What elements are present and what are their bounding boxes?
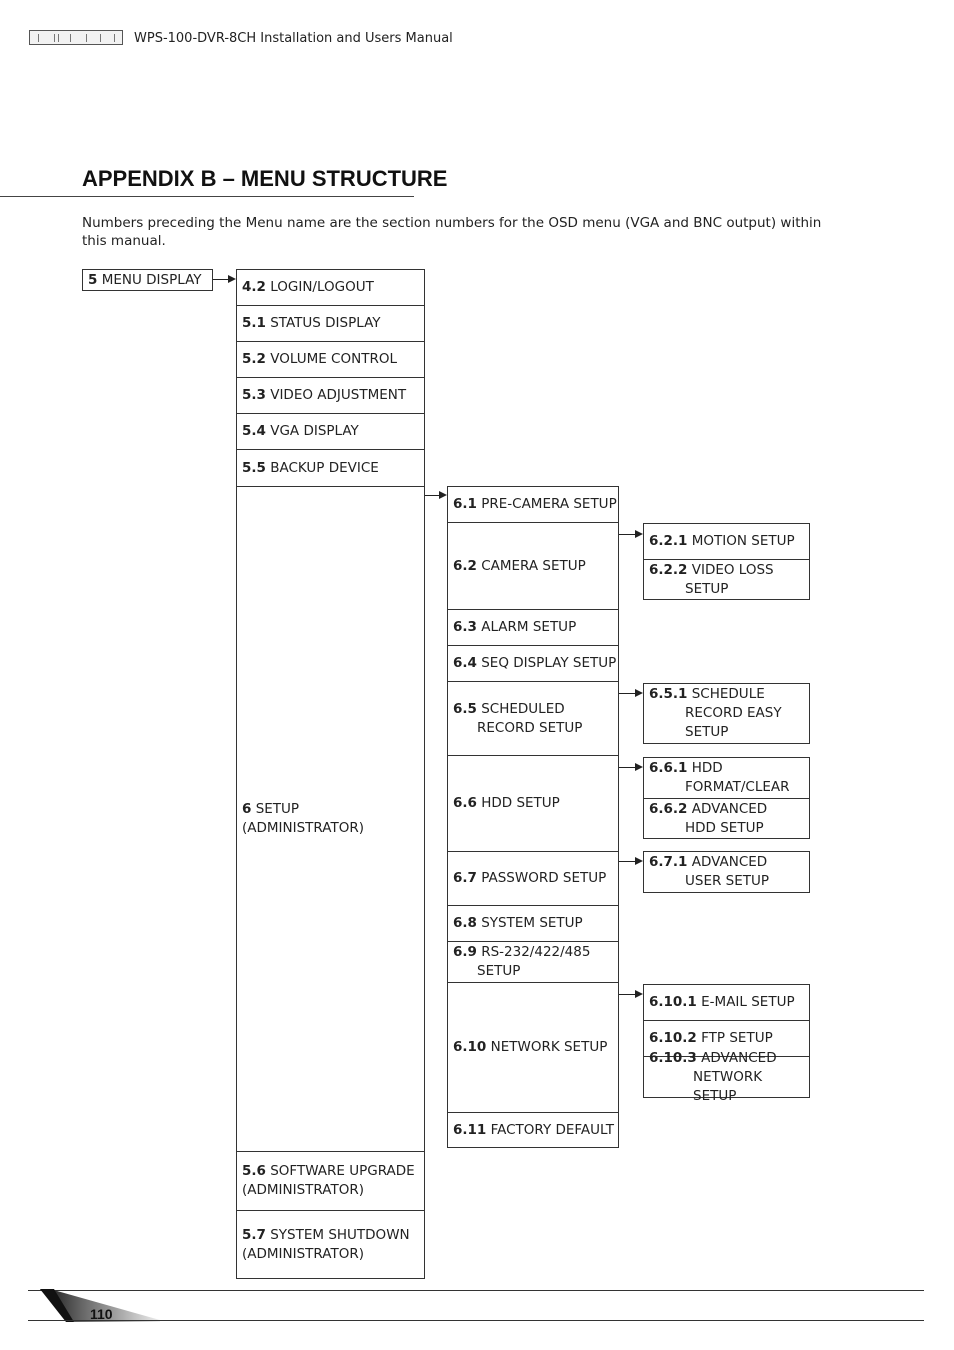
arrow-right-icon xyxy=(635,530,643,538)
menu-label-line2: SETUP xyxy=(477,963,521,979)
section-number: 5.5 xyxy=(242,459,266,476)
section-number: 6.5 xyxy=(453,700,477,717)
menu-label-line2: (ADMINISTRATOR) xyxy=(242,1182,364,1198)
section-number: 4.2 xyxy=(242,279,266,295)
section-number: 5.6 xyxy=(242,1163,266,1179)
menu-node-6-2-1 xyxy=(643,523,810,560)
menu-label-line2: SETUP xyxy=(685,580,729,597)
menu-label: SEQ DISPLAY SETUP xyxy=(481,655,617,671)
section-number: 6.10.1 xyxy=(649,994,697,1010)
page-title: APPENDIX B – MENU STRUCTURE xyxy=(82,166,448,191)
connector-line xyxy=(619,534,636,535)
menu-label: PASSWORD SETUP xyxy=(481,870,607,886)
menu-label: BACKUP DEVICE xyxy=(270,459,379,476)
menu-node-6-2 xyxy=(447,522,619,610)
menu-label: FTP SETUP xyxy=(701,1030,773,1046)
menu-label-line2: RECORD EASY xyxy=(685,705,782,721)
section-number: 6.10.3 xyxy=(649,1049,697,1066)
menu-label: PRE-CAMERA SETUP xyxy=(481,496,617,512)
menu-node-6-4 xyxy=(447,645,619,682)
menu-label: FACTORY DEFAULT xyxy=(490,1121,614,1138)
menu-node-6-10-1 xyxy=(643,984,810,1021)
connector-line xyxy=(619,767,636,768)
section-number: 6.9 xyxy=(453,944,477,960)
footer-rule-bottom xyxy=(28,1320,924,1321)
section-number: 6.2 xyxy=(453,557,477,574)
menu-node-4-2 xyxy=(236,269,425,306)
arrow-right-icon xyxy=(635,689,643,697)
menu-label: MENU DISPLAY xyxy=(101,271,202,288)
menu-label-line2: FORMAT/CLEAR xyxy=(685,779,790,795)
section-number: 6.3 xyxy=(453,619,477,635)
menu-node-6-6-2 xyxy=(643,798,810,839)
menu-node-6-9 xyxy=(447,941,619,983)
menu-node-6-2-2 xyxy=(643,559,810,600)
menu-node-5-2 xyxy=(236,341,425,378)
menu-node-6-11 xyxy=(447,1112,619,1148)
section-number: 6.7.1 xyxy=(649,854,688,870)
menu-node-5-7 xyxy=(236,1210,425,1279)
menu-label: ADVANCED xyxy=(691,800,768,817)
menu-label: VIDEO LOSS xyxy=(691,561,774,578)
menu-label: SETUP xyxy=(255,801,300,817)
menu-label: MOTION SETUP xyxy=(691,533,795,549)
section-number: 6.1 xyxy=(453,496,477,512)
menu-node-6-7-1 xyxy=(643,851,810,893)
section-number: 6.10 xyxy=(453,1039,487,1055)
menu-label-line2: USER SETUP xyxy=(685,873,770,889)
menu-node-5-5 xyxy=(236,449,425,487)
connector-line xyxy=(619,994,636,995)
menu-node-6-5 xyxy=(447,681,619,756)
menu-label-line2: NETWORK SETUP xyxy=(693,1068,763,1104)
menu-label: SCHEDULED xyxy=(481,700,565,717)
menu-node-6-6 xyxy=(447,755,619,852)
section-number: 6.6.1 xyxy=(649,760,688,776)
menu-label-line2: (ADMINISTRATOR) xyxy=(242,820,364,836)
menu-label: CAMERA SETUP xyxy=(481,557,586,574)
section-number: 5.7 xyxy=(242,1226,266,1243)
device-logo-icon xyxy=(29,30,123,45)
menu-node-5-6 xyxy=(236,1151,425,1211)
menu-label-line2: (ADMINISTRATOR) xyxy=(242,1245,364,1262)
menu-node-5-3 xyxy=(236,377,425,414)
section-number: 5.2 xyxy=(242,351,266,367)
menu-label: HDD xyxy=(691,760,723,776)
section-number: 6.6.2 xyxy=(649,800,688,817)
manual-title: WPS-100-DVR-8CH Installation and Users Manual xyxy=(134,31,453,46)
menu-node-6-10 xyxy=(447,982,619,1113)
menu-node-6-5-1 xyxy=(643,683,810,744)
arrow-right-icon xyxy=(635,857,643,865)
section-number: 6.4 xyxy=(453,655,477,671)
arrow-right-icon xyxy=(635,763,643,771)
menu-label: E-MAIL SETUP xyxy=(701,994,795,1010)
section-number: 5.1 xyxy=(242,315,266,331)
arrow-right-icon xyxy=(439,491,447,499)
menu-node-6-10-3 xyxy=(643,1049,810,1104)
menu-node-5-4 xyxy=(236,413,425,450)
menu-label: VGA DISPLAY xyxy=(270,423,359,439)
menu-label: HDD SETUP xyxy=(481,795,560,811)
menu-label: ADVANCED xyxy=(701,1049,777,1066)
menu-node-6-7 xyxy=(447,851,619,906)
footer-rule-top xyxy=(28,1290,924,1291)
menu-label-line2: RECORD SETUP xyxy=(477,719,583,736)
menu-label: VOLUME CONTROL xyxy=(270,351,397,367)
menu-label-line2: HDD SETUP xyxy=(685,819,764,836)
menu-node-6-6-1 xyxy=(643,757,810,799)
intro-paragraph: Numbers preceding the Menu name are the section numbers for the OSD menu (VGA and BNC output) within this manual. xyxy=(82,215,822,249)
arrow-right-icon xyxy=(228,275,236,283)
section-number: 6.10.2 xyxy=(649,1030,697,1046)
menu-label: SYSTEM SETUP xyxy=(481,915,583,931)
connector-line xyxy=(425,495,440,496)
menu-node-5-1 xyxy=(236,305,425,342)
section-number: 6.2.2 xyxy=(649,561,688,578)
connector-line xyxy=(619,693,636,694)
menu-label: STATUS DISPLAY xyxy=(270,315,381,331)
menu-label: SYSTEM SHUTDOWN xyxy=(270,1226,410,1243)
section-number: 5.4 xyxy=(242,423,266,439)
section-number: 6.5.1 xyxy=(649,686,688,702)
section-number: 6.7 xyxy=(453,870,477,886)
menu-node-root xyxy=(82,269,213,291)
section-number: 6.8 xyxy=(453,915,477,931)
menu-label: SCHEDULE xyxy=(691,686,765,702)
section-number: 5.3 xyxy=(242,387,266,403)
menu-label: RS-232/422/485 xyxy=(481,944,591,960)
menu-label: NETWORK SETUP xyxy=(490,1039,608,1055)
title-underline xyxy=(0,196,414,197)
section-number: 6.11 xyxy=(453,1121,487,1138)
menu-label: ALARM SETUP xyxy=(481,619,577,635)
menu-node-6 xyxy=(236,486,425,1152)
menu-label-line3: SETUP xyxy=(685,724,729,740)
menu-node-6-1 xyxy=(447,486,619,523)
connector-line xyxy=(619,861,636,862)
menu-node-6-3 xyxy=(447,609,619,646)
menu-node-6-8 xyxy=(447,905,619,942)
menu-label: ADVANCED xyxy=(691,854,768,870)
section-number: 5 xyxy=(88,271,98,288)
section-number: 6.6 xyxy=(453,795,477,811)
menu-label: SOFTWARE UPGRADE xyxy=(270,1163,415,1179)
menu-label: LOGIN/LOGOUT xyxy=(270,279,374,295)
section-number: 6.2.1 xyxy=(649,533,688,549)
page-number: 110 xyxy=(90,1306,113,1322)
arrow-right-icon xyxy=(635,990,643,998)
section-number: 6 xyxy=(242,801,252,817)
menu-label: VIDEO ADJUSTMENT xyxy=(270,387,407,403)
connector-line xyxy=(213,279,229,280)
